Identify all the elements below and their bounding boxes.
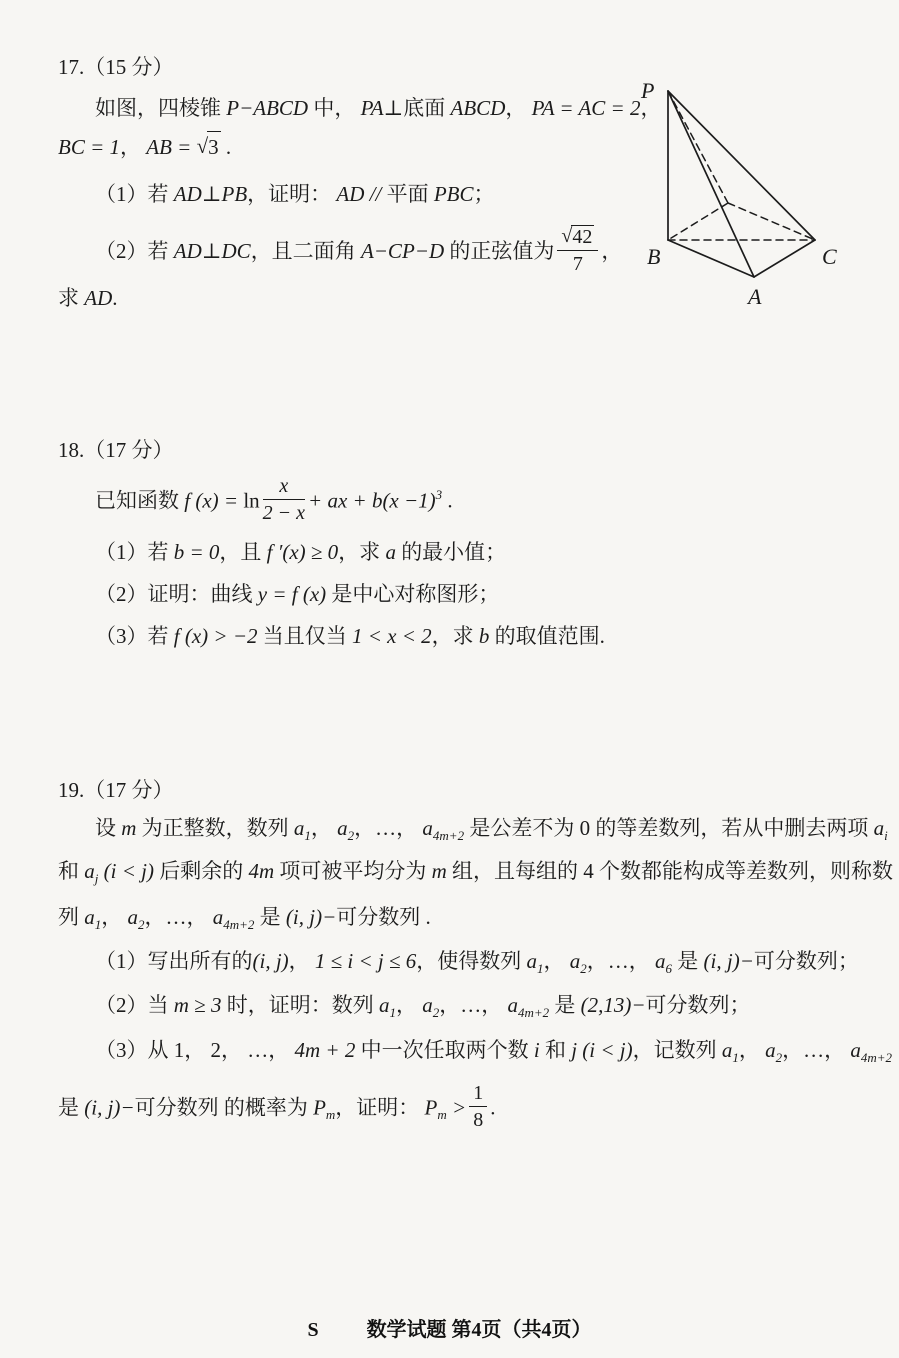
math-segment: 4m+2 [517, 1005, 550, 1020]
math-segment: 是 [672, 949, 704, 973]
math-segment: 求 [58, 286, 85, 310]
math-segment: 2 [775, 1050, 783, 1065]
math-segment: 1 < x < 2 [351, 624, 432, 648]
math-segment: ，证明： [335, 1095, 425, 1120]
math-segment: 1 [732, 1050, 739, 1065]
math-segment: m ≥ 3 [173, 993, 222, 1017]
math-segment: // [364, 182, 387, 206]
math-segment: ，且二面角 [250, 238, 361, 263]
math-segment: ，求 [338, 540, 386, 564]
math-segment: ， [543, 949, 570, 973]
math-segment: a [850, 1038, 861, 1062]
math-segment: ， [640, 96, 662, 120]
math-segment: 可分数列 的概率为 [134, 1095, 314, 1120]
math-segment: P−ABCD [226, 96, 309, 120]
math-segment: f (x) = [184, 488, 244, 513]
p19-item-1 [95, 946, 859, 979]
math-segment: (i, j)− [703, 949, 754, 973]
math-segment: $\frac{√42}{7}$ [557, 225, 598, 275]
math-segment: (i < j) [98, 859, 154, 883]
math-segment: a [378, 993, 390, 1017]
math-segment: 时，证明：数列 [221, 993, 379, 1017]
math-segment: （3）若 [95, 624, 174, 648]
math-segment: 中， [308, 96, 361, 120]
math-segment: 可分数列 . [336, 905, 431, 929]
math-segment: j (i < j) [571, 1038, 633, 1062]
math-segment: ， [120, 135, 147, 159]
math-segment: 是 [254, 905, 286, 929]
math-segment: 可分数列； [753, 949, 859, 973]
math-segment: （1）若 [95, 182, 174, 206]
math-segment: （1）写出所有的 [95, 949, 253, 973]
math-segment: 3 [435, 487, 443, 503]
math-segment: ； [473, 182, 495, 206]
math-segment: ， [288, 949, 315, 973]
math-segment: PBC [433, 182, 474, 206]
math-segment: ，记数列 [632, 1038, 722, 1062]
math-segment: m [325, 1107, 336, 1123]
math-segment: 是中心对称图形； [326, 582, 500, 606]
p19-intro-line3 [58, 902, 431, 935]
edge-ba [668, 240, 754, 277]
math-segment: ，…， [439, 993, 508, 1017]
math-segment: 后剩余的 [153, 859, 249, 883]
p17-intro-line1 [95, 93, 661, 123]
math-segment: a [765, 1038, 776, 1062]
math-segment: ，求 [431, 624, 479, 648]
math-segment: 6 [665, 961, 673, 976]
p17-intro-line2 [58, 131, 231, 162]
math-segment: a [385, 540, 396, 564]
math-segment: (i, j) [252, 949, 289, 973]
math-segment: 和 [58, 859, 85, 883]
p18-intro [95, 475, 453, 527]
math-segment: a [212, 905, 224, 929]
pyramid-figure [615, 62, 880, 312]
math-segment: $\frac{1}{8}$ [469, 1082, 487, 1131]
math-segment: 4m [248, 859, 275, 883]
edge-pa [668, 91, 754, 277]
math-segment: P [424, 1095, 438, 1120]
math-segment: PB [221, 182, 248, 206]
math-segment: a [422, 993, 433, 1017]
math-segment: m [437, 1107, 447, 1123]
pyramid-svg [615, 62, 880, 312]
math-segment: a [526, 949, 538, 973]
math-segment: ， [101, 905, 128, 929]
edge-dc-hidden [728, 203, 815, 240]
math-segment: AD [336, 182, 365, 206]
math-segment: 组，且每组的 4 个数都能构成等差数列，则称数 [446, 859, 894, 883]
math-segment: 2 [138, 917, 145, 932]
math-segment: ln [243, 488, 260, 513]
math-segment: a [337, 816, 348, 840]
math-segment: a [127, 905, 138, 929]
math-segment: 是公差不为 0 的等差数列，若从中删去两项 [464, 816, 874, 840]
math-segment: 2 [432, 1005, 440, 1020]
math-segment: 1 [537, 961, 544, 976]
math-segment: ， [601, 238, 623, 263]
math-segment: (i, j)− [84, 1095, 135, 1120]
math-segment: a [721, 1038, 733, 1062]
edge-db-hidden [668, 203, 728, 240]
math-segment: 如图，四棱锥 [95, 96, 227, 120]
math-segment: 和 [539, 1038, 572, 1062]
vertex-label-b: B [647, 244, 661, 269]
math-segment: a [422, 816, 433, 840]
math-segment: m [121, 816, 137, 840]
math-segment: a [84, 859, 95, 883]
math-segment: a [507, 993, 518, 1017]
p18-heading: 18.（17 分） [58, 438, 174, 462]
math-segment: ，…， [354, 816, 423, 840]
math-segment: P [313, 1095, 326, 1120]
math-segment: AB = [146, 135, 197, 159]
p17-item-2 [95, 225, 623, 278]
math-segment: 的最小值； [395, 540, 507, 564]
math-segment: （3）从 1， 2， …， [95, 1038, 295, 1062]
math-segment: 列 [58, 905, 85, 929]
math-segment: . [220, 135, 232, 159]
math-segment: BC = 1 [58, 135, 121, 159]
math-segment: ，…， [586, 949, 656, 973]
math-segment: (i, j)− [285, 905, 337, 929]
p18-item-1 [95, 537, 506, 567]
math-segment: 中一次任取两个数 [355, 1038, 534, 1062]
p19-heading: 19.（17 分） [58, 778, 174, 802]
math-segment: 的取值范围. [489, 624, 605, 648]
math-segment: ， [310, 816, 338, 840]
math-segment: j [94, 871, 99, 886]
p19-item-3-line2 [58, 1082, 496, 1134]
footer-paper-code: S [307, 1319, 319, 1341]
math-segment: . [442, 488, 453, 513]
math-segment: 2 [347, 828, 355, 843]
math-segment: f ′(x) ≥ 0 [266, 540, 339, 564]
p17-item-1 [95, 179, 495, 209]
math-segment: 4m+2 [432, 828, 465, 843]
math-segment: 项可被平均分为 [274, 859, 432, 883]
math-segment: b [478, 624, 490, 648]
math-segment: DC [221, 238, 251, 263]
math-segment: 4m+2 [223, 917, 255, 932]
math-segment: a [655, 949, 666, 973]
math-segment: . [112, 286, 118, 310]
p17-heading: 17.（15 分） [58, 55, 174, 79]
math-segment: 设 [95, 816, 122, 840]
math-segment: ， [738, 1038, 766, 1062]
p19-item-3-line1 [95, 1035, 892, 1068]
math-segment: i [533, 1038, 540, 1062]
math-segment: （2）若 [95, 238, 174, 263]
math-segment: ⊥ [201, 182, 222, 206]
math-segment: AD [173, 238, 202, 263]
p18-item-2 [95, 579, 499, 609]
math-segment: （2）证明：曲线 [95, 582, 258, 606]
math-segment: a [873, 816, 885, 840]
p19-intro-line2 [58, 856, 893, 889]
math-segment: 的正弦值为 [444, 238, 555, 263]
math-segment: 当且仅当 [257, 624, 352, 648]
p17-item-2-cont [58, 283, 118, 313]
math-segment: ， [505, 96, 532, 120]
math-segment: 可分数列； [645, 993, 751, 1017]
math-segment: . [490, 1095, 496, 1120]
math-segment: AD [173, 182, 202, 206]
math-segment: A−CP−D [360, 238, 445, 263]
math-segment: 1 [304, 828, 311, 843]
math-segment: i [884, 828, 888, 843]
edge-pc [668, 91, 815, 240]
math-segment: ，且 [219, 540, 267, 564]
math-segment: ⊥ [201, 238, 222, 263]
math-segment: ， [395, 993, 423, 1017]
math-segment: 2 [580, 961, 587, 976]
math-segment: ABCD [450, 96, 506, 120]
math-segment: ，…， [144, 905, 213, 929]
math-segment: ，证明： [247, 182, 337, 206]
math-segment: b = 0 [173, 540, 220, 564]
edge-pd-hidden [668, 91, 728, 203]
math-segment: a [569, 949, 581, 973]
p19-item-2 [95, 990, 751, 1023]
math-segment: 1 [389, 1005, 396, 1020]
math-segment: y = f (x) [257, 582, 327, 606]
math-segment: > [446, 1095, 467, 1120]
page-footer [0, 1313, 899, 1342]
math-segment: 已知函数 [95, 488, 185, 513]
math-segment: PA [360, 96, 384, 120]
math-segment: 平面 [386, 182, 434, 206]
math-segment: f (x) > −2 [173, 624, 258, 648]
math-segment: 1 ≤ i < j ≤ 6 [314, 949, 417, 973]
math-segment: ，使得数列 [416, 949, 527, 973]
math-segment: √3 [197, 131, 221, 162]
math-segment: （1）若 [95, 540, 174, 564]
math-segment: 1 [94, 917, 102, 932]
math-segment: （2）当 [95, 993, 174, 1017]
math-segment: AD [84, 286, 113, 310]
math-segment: + ax + b(x −1) [308, 488, 436, 513]
math-segment: 4m + 2 [294, 1038, 356, 1062]
vertex-label-a: A [748, 284, 762, 309]
math-segment: (2,13)− [580, 993, 646, 1017]
p18-item-3 [95, 621, 605, 651]
math-segment: a [293, 816, 305, 840]
math-segment: PA = AC = 2 [531, 96, 641, 120]
math-segment: 是 [58, 1095, 85, 1120]
vertex-label-c: C [822, 244, 837, 269]
footer-page-label: 数学试题 第4页（共4页） [366, 1319, 592, 1341]
math-segment: m [431, 859, 447, 883]
math-segment: 4m+2 [860, 1050, 893, 1065]
math-segment: 是 [549, 993, 581, 1017]
math-segment: $\frac{x}{2 - x}$ [262, 475, 306, 524]
vertex-label-p: P [641, 78, 655, 103]
math-segment: a [84, 905, 95, 929]
math-segment: ，…， [782, 1038, 851, 1062]
p19-intro-line1 [95, 813, 888, 846]
math-segment: ⊥底面 [383, 96, 451, 120]
edge-ac [754, 240, 815, 277]
math-segment: 为正整数，数列 [136, 816, 294, 840]
